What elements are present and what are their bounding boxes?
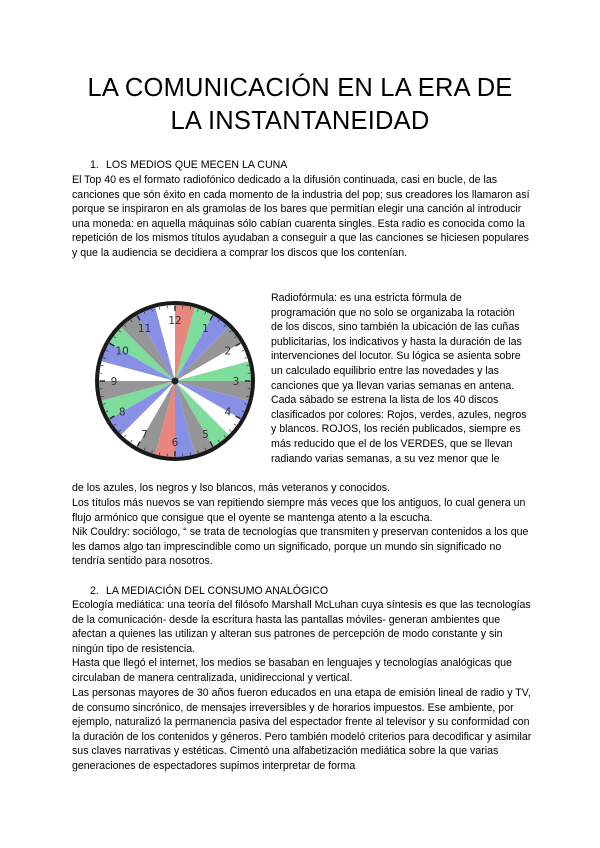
clock-number-11: 11	[137, 323, 152, 336]
section-1-number: 1.	[90, 159, 99, 171]
document-title	[40, 72, 560, 138]
clock-number-10: 10	[115, 345, 129, 358]
radio-clock-figure	[92, 298, 258, 464]
section-1-title: LOS MEDIOS QUE MECEN LA CUNA	[106, 159, 288, 171]
title-line-1: LA COMUNICACIÓN EN LA ERA DE	[87, 74, 513, 102]
section-1-heading	[90, 158, 287, 172]
personas-paragraph: Las personas mayores de 30 años fueron educados en una etapa de emisión lineal de radio y TV, de consumo sincrónico, de mensajes irreversibles y de horarios impuestos. Ese ambiente, por ejemplo, naturalizó la permanencia pasiva del espectador frente al televisor y su conformidad con la duración de los contenidos y géneros. Pero también modeló criterios para decodificar y asimilar sus claves narrativas y estéticas. Cimentó una alfabetización mediática sobre la que varias generaciones de espectadores supimos interpretar de forma	[72, 687, 532, 772]
clock-number-1: 1	[202, 323, 209, 336]
radioformula-continuation: de los azules, los negros y lso blancos, más veteranos y conocidos.	[72, 482, 390, 494]
clock-number-7: 7	[141, 428, 148, 441]
internet-paragraph: Hasta que llegó el internet, los medios se basaban en lenguajes y tecnologías analógicas que circulaban de manera centralizada, unidireccional y vertical.	[72, 657, 512, 684]
ecologia-paragraph: Ecología mediática: una teoría del filósofo Marshall McLuhan cuya síntesis es que las tecnologías de la comunicación- desde la escritura hasta las pantallas móviles- generan ambientes que afectan a quienes las utilizan y alteran sus patrones de percepción de modo constante y sin ningún tipo de resistencia.	[72, 599, 531, 655]
radio-clock-icon	[92, 298, 258, 464]
clock-number-12: 12	[168, 315, 182, 327]
clock-number-5: 5	[202, 428, 209, 441]
clock-number-4: 4	[224, 406, 232, 419]
clock-number-2: 2	[224, 345, 232, 358]
section-2-title: LA MEDIACIÓN DEL CONSUMO ANALÓGICO	[106, 585, 329, 597]
clock-number-6: 6	[171, 437, 179, 449]
titulos-paragraph: Los títulos más nuevos se van repitiendo siempre más veces que los antiguos, lo cual genera un flujo armónico que consigue que el oyente se mantenga atento a la escucha.	[72, 497, 526, 524]
title-line-2: LA INSTANTANEIDAD	[170, 107, 430, 135]
radioformula-paragraph: Radiofórmula: es una estricta fórmula de programación que no solo se organizaba la rotación de los discos, sino también la ubicación de las cuñas publicitarias, los indicativos y hasta la duración de las intervenciones del locutor. Su lógica se asienta sobre un calculado equilibrio entre las novedades y las canciones que ya llevan varias semanas en antena. Cada sábado se estrena la lista de los 40 discos clasificados por colores: Rojos, verdes, azules, negros y blancos. ROJOS, los recién publicados, siempre es más reducido que el de los VERDES, que se llevan radiando varias semanas, a su vez menor que le	[271, 292, 527, 465]
clock-number-8: 8	[118, 406, 126, 419]
nik-couldry-paragraph: Nik Couldry: sociólogo, “ se trata de tecnologías que transmiten y preservan contenidos a los que les damos algo tan imprescindible como un significado, porque un mundo sin significado no tendría sentido para nosotros.	[72, 526, 529, 568]
section-2-number: 2.	[90, 585, 99, 597]
clock-number-9: 9	[110, 376, 118, 388]
clock-center	[172, 378, 179, 385]
clock-number-3: 3	[232, 376, 240, 388]
section-1-intro-paragraph: El Top 40 es el formato radiofónico dedicado a la difusión continuada, casi en bucle, de las canciones que són éxito en cada momento de la industria del pop; sus creadores los llamaron así porque se inspiraron en als gramolas de los bares que permitían elegir una canción al introducir una moneda: en aquella máquinas sólo cabían cuarenta singles. Esta radio es conocida como la repetición de los mismos títulos ayudaban a conseguir a que las canciones se hiciesen populares y que la audiencia se decidiera a comprar los discos que los contenían.	[72, 174, 530, 259]
section-2-heading	[90, 584, 328, 598]
